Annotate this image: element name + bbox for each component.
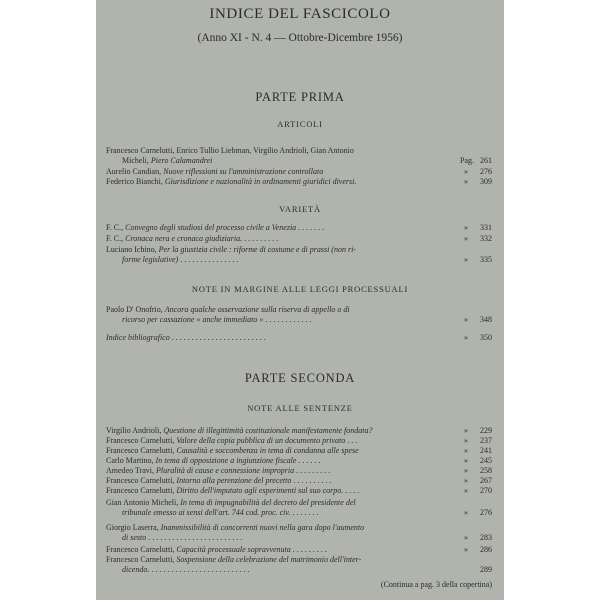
list-item: Luciano Ichino, Per la giustizia civile : riforme di costume e di prassi (non ri- forme legislative) . . . . . . . . . . . . . . . » 335 [106,245,492,264]
list-item: Virgilio Andrioli, Questione di illegittimità costituzionale manifestamente fondata? » 229 [106,426,492,435]
page-number: 261 [480,156,492,165]
list-item: Federico Bianchi, Giurisdizione e nazionalità in ordinamenti giuridici diversi. » 309 [106,177,492,186]
list-item: Gian Antonio Micheli, In tema di impugnabilità del decreto del presidente del tribunale emesso ai sensi dell'art. 744 cod. proc. civ. . . . . . . . » 276 [106,498,492,517]
list-item: Francesco Carnelutti, Valore della copia pubblica di un documento privato . . . » 237 [106,436,492,445]
articoli-heading: ARTICOLI [277,119,323,129]
list-item: Francesco Carnelutti, Diritto dell'imputato agli esperimenti sul suo corpo. . . . . » 270 [106,486,492,495]
page-number: 286 [480,545,492,554]
entry-title: Sospensione della celebrazione del matrimonio dell'inter- [176,555,362,564]
entry-author: Paolo D' Onofrio, [106,305,163,314]
entry-author: Amedeo Travi, [106,466,154,475]
page-number: 237 [480,436,492,445]
entry-title: Nuove riflessioni su l'amministrazione controllata [163,167,324,176]
entry-title-cont: ricorso per cassazione « anche immediato » [122,315,264,324]
list-item: Giorgio Laserra, Inammissibilità di concorrenti nuovi nella gara dopo l'aumento di sesto . . . . . . . . . . . . . . . . . . . . . . . . » 283 [106,523,492,542]
page-number: 283 [480,533,492,542]
page-label: Pag. [460,156,474,165]
index-page [96,0,504,600]
page-number: 267 [480,476,492,485]
entry-title: Questione di illegittimità costituzionale manifestamente fondata? [163,426,373,435]
entry-author: Giorgio Laserra, [106,523,159,532]
note-sentenze-heading: NOTE ALLE SENTENZE [247,403,353,413]
entry-author: Francesco Carnelutti, [106,555,175,564]
page-number: 289 [480,565,492,574]
entry-author: Luciano Ichino, [106,245,157,254]
list-item: Francesco Carnelutti, Capacità processuale sopravvenuta . . . . . . . . . » 286 [106,545,492,554]
index-title: INDICE DEL FASCICOLO [209,6,391,22]
entry-title: Indice bibliografico [106,333,170,342]
part-one-title: PARTE PRIMA [255,90,345,104]
entry-title: Inammissibilità di concorrenti nuovi nella gara dopo l'aumento [160,523,365,532]
entry-title: In tema di opposizione a ingiunzione fiscale [155,456,297,465]
continuation-note: (Continua a pag. 3 della copertina) [380,580,492,589]
list-item: Aurelio Candian, Nuove riflessioni su l'amministrazione controllata » 276 [106,167,492,176]
entry-author: Francesco Carnelutti, [106,486,175,495]
entry-title: Diritto dell'imputato agli esperimenti sul suo corpo. [176,486,344,495]
entry-author: Francesco Carnelutti, [106,476,175,485]
entry-author: Micheli, [122,156,149,165]
list-item: Carlo Martino, In tema di opposizione a ingiunzione fiscale . . . . . . » 245 [106,456,492,465]
entry-title: Valore della copia pubblica di un documento privato [176,436,346,445]
list-item: Paolo D' Onofrio, Ancora qualche osservazione sulla riserva di appello o di ricorso per cassazione « anche immediato » . . . . . . . . . . . . » 348 [106,305,492,324]
entry-title: Capacità processuale sopravvenuta [176,545,291,554]
page-number: 241 [480,446,492,455]
page-number: 229 [480,426,492,435]
entry-title: Per la giustizia civile : riforme di costume e di prassi (non ri- [158,245,356,254]
entry-author: Virgilio Andrioli, [106,426,162,435]
entry-author: Federico Bianchi, [106,177,163,186]
entry-title-cont: forme legislative) [122,255,179,264]
note-leggi-heading: NOTE IN MARGINE ALLE LEGGI PROCESSUALI [191,284,409,294]
entry-title-cont: di sesto [122,533,147,542]
page-number: 276 [480,508,492,517]
entry-author: F. C., [106,234,124,243]
page-number: 348 [480,315,492,324]
entry-authors: Francesco Carnelutti, Enrico Tullio Liebman, Virgilio Andrioli, Gian Antonio [106,146,354,155]
entry-title: Intorno alla perenzione del precetto [176,476,292,485]
list-item: Indice bibliografico . . . . . . . . . . . . . . . . . . . . . . . . » 350 [106,333,492,342]
entry-title-cont: dicendo. [122,565,150,574]
entry-title: Causalità e soccombenza in tema di condanna alle spese [176,446,359,455]
part-two-title: PARTE SECONDA [244,371,356,385]
page-number: 270 [480,486,492,495]
list-item: F. C., Convegno degli studiosi del processo civile a Venezia . . . . . . . » 331 [106,223,492,232]
entry-title-cont: tribunale emesso ai sensi dell'art. 744 cod. proc. civ. [122,508,291,517]
page-number: 245 [480,456,492,465]
page-number: 332 [480,234,492,243]
entry-author: Francesco Carnelutti, [106,446,175,455]
entry-author: Francesco Carnelutti, [106,436,175,445]
entry-author: Carlo Martino, [106,456,154,465]
list-item [106,146,492,166]
list-item: Amedeo Travi, Pluralità di cause e connessione impropria . . . . . . . . . » 258 [106,466,492,475]
entry-author: Aurelio Candian, [106,167,162,176]
page-number: 258 [480,466,492,475]
entry-title: Convegno degli studiosi del processo civile a Venezia [125,223,297,232]
page-number: 331 [480,223,492,232]
page-number: 350 [480,333,492,342]
page-number: 309 [480,177,492,186]
issue-subtitle: (Anno XI - N. 4 — Ottobre-Dicembre 1956) [197,32,403,44]
entry-title: Piero Calamandrei [150,156,213,165]
entry-title: Giurisdizione e nazionalità in ordinamenti giuridici diversi. [164,177,357,186]
varieta-heading: VARIETÀ [279,204,321,214]
list-item: Francesco Carnelutti, Intorno alla perenzione del precetto . . . . . . . . . . » 267 [106,476,492,485]
entry-author: F. C., [106,223,124,232]
entry-title: Cronaca nera e cronaca giudiziaria. [125,234,243,243]
list-item: F. C., Cronaca nera e cronaca giudiziaria. . . . . . . . . . » 332 [106,234,492,243]
page-number: 276 [480,167,492,176]
list-item: Francesco Carnelutti, Causalità e soccombenza in tema di condanna alle spese » 241 [106,446,492,455]
entry-author: Francesco Carnelutti, [106,545,175,554]
list-item: Francesco Carnelutti, Sospensione della celebrazione del matrimonio dell'inter- dicendo. . . . . . . . . . . . . . . . . . . . . . . . . . 289 [106,555,492,574]
entry-title: Pluralità di cause e connessione impropria [156,466,295,475]
entry-title: Ancora qualche osservazione sulla riserva di appello o di [164,305,350,314]
entry-author: Gian Antonio Micheli, [106,498,179,507]
entry-title: In tema di impugnabilità del decreto del presidente del [180,498,356,507]
page-number: 335 [480,255,492,264]
